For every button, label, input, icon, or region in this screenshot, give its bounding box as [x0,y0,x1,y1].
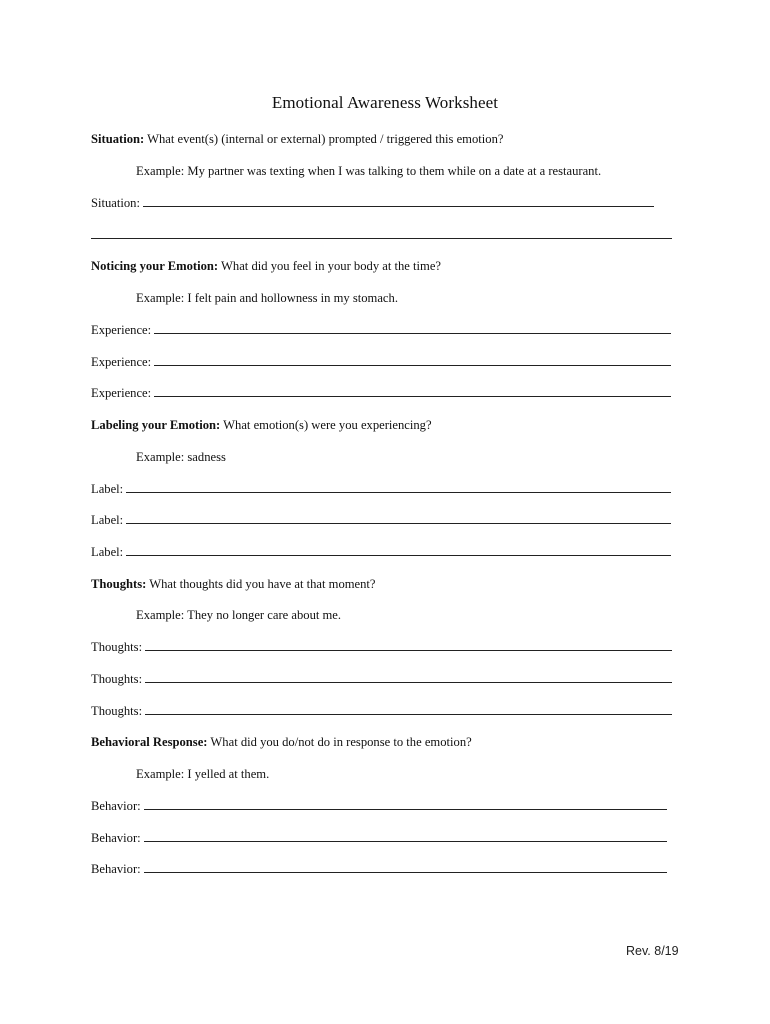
experience-label: Experience: [91,386,152,400]
revision-footer: Rev. 8/19 [626,944,679,958]
noticing-example: Example: I felt pain and hollowness in my stomach. [136,291,398,305]
thoughts-blank-line[interactable] [145,703,672,715]
noticing-prompt: What did you feel in your body at the time? [221,259,442,273]
label-label: Label: [91,482,124,496]
behavior-blank-line[interactable] [144,830,667,842]
situation-question [91,131,503,147]
thoughts-example: Example: They no longer care about me. [136,608,342,622]
noticing-question [91,258,441,274]
thoughts-field-1[interactable] [91,639,672,655]
label-blank-line[interactable] [126,481,671,493]
label-blank-line[interactable] [126,512,671,524]
label-blank-line[interactable] [126,544,671,556]
behavior-field-1[interactable] [91,798,667,814]
behavior-blank-line[interactable] [144,798,667,810]
label-label: Label: [91,545,124,559]
behavior-blank-line[interactable] [144,861,667,873]
experience-field-2[interactable] [91,354,671,370]
label-label: Label: [91,513,124,527]
situation-field-label: Situation: [91,196,140,210]
situation-prompt: What event(s) (internal or external) prompted / triggered this emotion? [147,132,504,146]
labeling-question [91,417,432,433]
experience-blank-line[interactable] [154,322,671,334]
situation-example: Example: My partner was texting when I was talking to them while on a date at a restaurant. [136,164,602,178]
experience-label: Experience: [91,323,152,337]
thoughts-blank-line[interactable] [145,671,672,683]
thoughts-question [91,576,376,592]
situation-field-continued[interactable] [91,227,672,243]
situation-heading: Situation: [91,132,145,146]
thoughts-blank-line[interactable] [145,639,672,651]
thoughts-label: Thoughts: [91,640,143,654]
situation-blank-line-2[interactable] [91,227,672,239]
thoughts-label: Thoughts: [91,672,143,686]
behavior-label: Behavior: [91,862,141,876]
situation-blank-line[interactable] [143,195,654,207]
behavior-field-3[interactable] [91,861,667,877]
behavioral-heading: Behavioral Response: [91,735,208,749]
behavioral-question [91,734,472,750]
labeling-heading: Labeling your Emotion: [91,418,221,432]
experience-field-1[interactable] [91,322,671,338]
behavioral-example: Example: I yelled at them. [136,767,270,781]
thoughts-field-2[interactable] [91,671,672,687]
behavior-field-2[interactable] [91,830,667,846]
page-title: Emotional Awareness Worksheet [271,93,499,112]
thoughts-label: Thoughts: [91,704,143,718]
noticing-heading: Noticing your Emotion: [91,259,219,273]
behavioral-prompt: What did you do/not do in response to the emotion? [210,735,472,749]
thoughts-field-3[interactable] [91,703,672,719]
experience-label: Experience: [91,355,152,369]
labeling-prompt: What emotion(s) were you experiencing? [223,418,432,432]
behavior-label: Behavior: [91,831,141,845]
behavior-label: Behavior: [91,799,141,813]
experience-blank-line[interactable] [154,385,671,397]
thoughts-heading: Thoughts: [91,577,147,591]
labeling-example: Example: sadness [136,450,226,464]
experience-field-3[interactable] [91,385,671,401]
label-field-2[interactable] [91,512,671,528]
situation-field[interactable] [91,195,654,211]
label-field-1[interactable] [91,481,671,497]
thoughts-prompt: What thoughts did you have at that moment? [149,577,376,591]
label-field-3[interactable] [91,544,671,560]
experience-blank-line[interactable] [154,354,671,366]
